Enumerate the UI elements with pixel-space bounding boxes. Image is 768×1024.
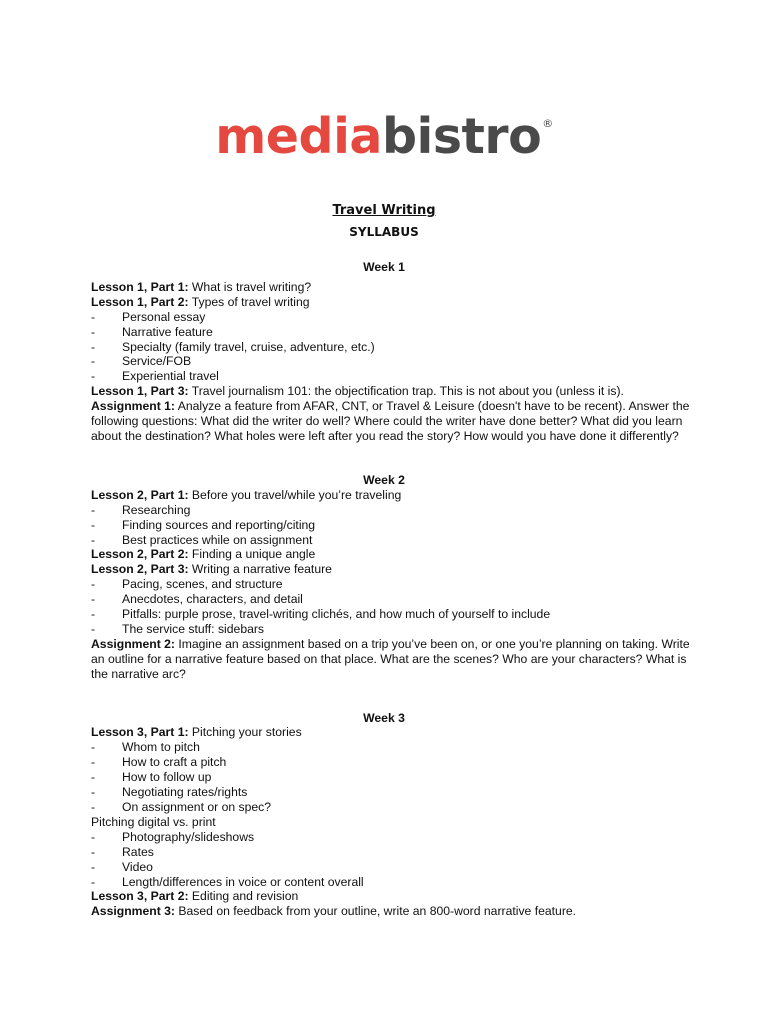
list-item: - Experiential travel	[91, 369, 219, 384]
list-item: - How to follow up	[91, 770, 212, 785]
list-item: - The service stuff: sidebars	[91, 621, 265, 636]
list-item: - On assignment or on spec?	[91, 800, 272, 814]
lesson-line: Lesson 1, Part 3: Travel journalism 101: the objectification trap. This is not about you (unless it is).	[91, 384, 624, 399]
list-item: - Pacing, scenes, and structure	[91, 577, 283, 592]
logo-part-bistro: bistro	[381, 108, 542, 165]
lesson-line: Lesson 2, Part 2: Finding a unique angle	[91, 547, 316, 562]
assignment-paragraph: Assignment 1: Analyze a feature from AFAR, CNT, or Travel & Leisure (doesn't have to be recent). Answer the following questions: What did the writer do well? Where could the writer have done better? What did you learn about the destination? What holes were left after you read the story? How would you have done it differently?	[91, 399, 690, 443]
list-item: - Researching	[91, 502, 191, 517]
list-item: - Rates	[91, 844, 154, 859]
syllabus-content	[91, 260, 691, 919]
lesson-line: Lesson 1, Part 2: Types of travel writing	[91, 294, 310, 309]
list-item: - Video	[91, 859, 153, 874]
list-item: - Negotiating rates/rights	[91, 785, 248, 800]
list-item: - Specialty (family travel, cruise, adventure, etc.)	[91, 339, 375, 354]
lesson-line: Lesson 2, Part 3: Writing a narrative feature	[91, 562, 332, 577]
lesson-line: Lesson 3, Part 1: Pitching your stories	[91, 725, 302, 740]
week-heading: Week 2	[363, 472, 405, 487]
list-item: - Best practices while on assignment	[91, 532, 313, 547]
mediabistro-logo	[0, 108, 768, 165]
week-heading: Week 3	[363, 710, 405, 725]
assignment-paragraph: Assignment 2: Imagine an assignment based on a trip you’ve been on, or one you’re planning on taking. Write an outline for a narrative feature based on that place. What are the scenes? Who are your characters? What is the narrative arc?	[91, 636, 690, 681]
list-item: - Personal essay	[91, 309, 206, 324]
document-subtitle: SYLLABUS	[349, 225, 419, 239]
list-item: - Finding sources and reporting/citing	[91, 517, 316, 532]
week-heading: Week 1	[363, 260, 405, 274]
logo-part-media: media	[215, 108, 382, 165]
list-item: - How to craft a pitch	[91, 755, 227, 770]
lesson-line: Lesson 1, Part 1: What is travel writing?	[91, 279, 312, 294]
list-item: - Anecdotes, characters, and detail	[91, 592, 303, 607]
list-item: - Narrative feature	[91, 324, 213, 339]
list-item: - Pitfalls: purple prose, travel-writing clichés, and how much of yourself to include	[91, 607, 551, 622]
registered-mark: ®	[542, 117, 553, 130]
document-title: Travel Writing	[332, 203, 436, 218]
lesson-line: Lesson 2, Part 1: Before you travel/while you’re traveling	[91, 487, 402, 502]
list-item: - Length/differences in voice or content overall	[91, 874, 364, 889]
list-item: - Whom to pitch	[91, 740, 200, 755]
lesson-line: Lesson 3, Part 2: Editing and revision	[91, 889, 299, 904]
list-item: - Service/FOB	[91, 354, 192, 369]
list-item: - Photography/slideshows	[91, 829, 255, 844]
plain-line: Pitching digital vs. print	[91, 814, 216, 829]
assignment-paragraph: Assignment 3: Based on feedback from your outline, write an 800-word narrative feature.	[91, 904, 577, 919]
